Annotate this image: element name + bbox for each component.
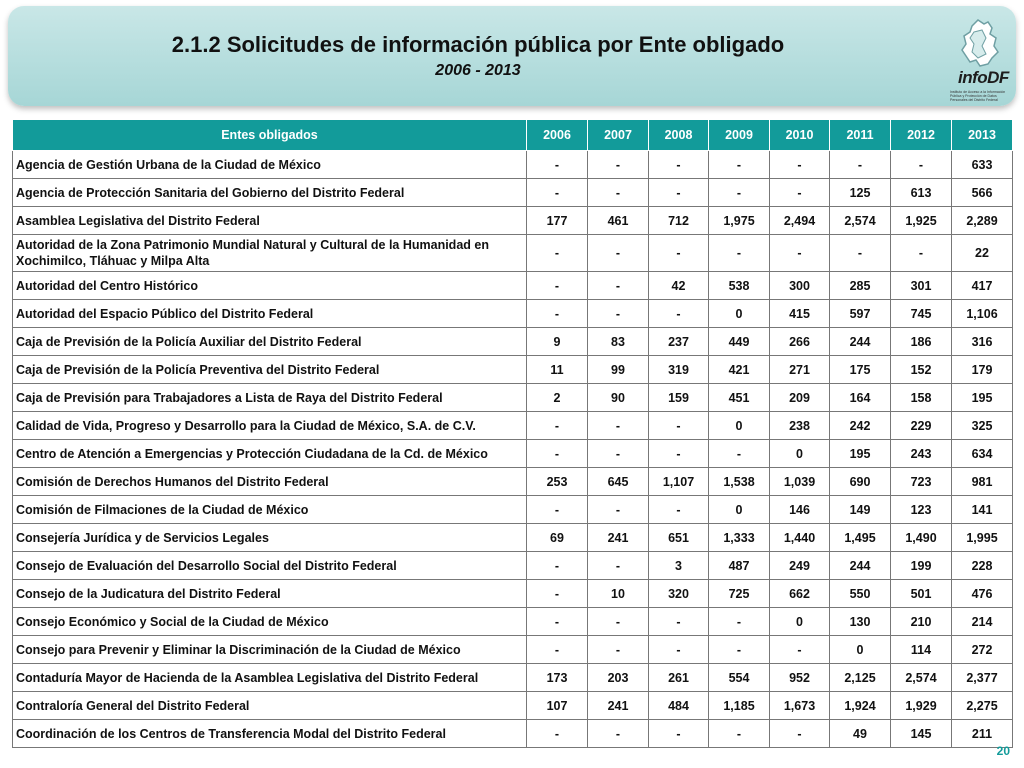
year-value-cell: 319 xyxy=(649,356,709,384)
year-value-cell: 662 xyxy=(770,580,830,608)
year-value-cell: - xyxy=(588,636,649,664)
year-value-cell: 146 xyxy=(770,496,830,524)
year-value-cell: 164 xyxy=(830,384,891,412)
entity-name-cell: Comisión de Derechos Humanos del Distrito Federal xyxy=(13,468,527,496)
year-value-cell: 123 xyxy=(891,496,952,524)
page-number: 20 xyxy=(996,744,1010,758)
table-row xyxy=(13,412,1013,440)
year-value-cell: 301 xyxy=(891,272,952,300)
year-value-cell: 2,275 xyxy=(952,692,1013,720)
year-value-cell: 745 xyxy=(891,300,952,328)
year-value-cell: 99 xyxy=(588,356,649,384)
page-subtitle: 2006 - 2013 xyxy=(435,62,521,79)
year-value-cell: - xyxy=(891,151,952,179)
entity-name-cell: Coordinación de los Centros de Transferencia Modal del Distrito Federal xyxy=(13,720,527,748)
year-value-cell: 2,574 xyxy=(891,664,952,692)
year-value-cell: 484 xyxy=(649,692,709,720)
year-value-cell: 461 xyxy=(588,207,649,235)
year-value-cell: 195 xyxy=(952,384,1013,412)
table-row xyxy=(13,272,1013,300)
year-value-cell: 2,289 xyxy=(952,207,1013,235)
year-value-cell: 114 xyxy=(891,636,952,664)
year-value-cell: - xyxy=(649,235,709,272)
year-value-cell: 0 xyxy=(709,412,770,440)
year-value-cell: 49 xyxy=(830,720,891,748)
table-row xyxy=(13,664,1013,692)
year-value-cell: 538 xyxy=(709,272,770,300)
year-value-cell: 152 xyxy=(891,356,952,384)
year-value-cell: 651 xyxy=(649,524,709,552)
year-value-cell: - xyxy=(649,179,709,207)
table-header-row xyxy=(13,120,1013,151)
year-value-cell: 149 xyxy=(830,496,891,524)
year-value-cell: 320 xyxy=(649,580,709,608)
year-value-cell: 1,538 xyxy=(709,468,770,496)
year-value-cell: 130 xyxy=(830,608,891,636)
column-header: 2013 xyxy=(952,120,1013,151)
year-value-cell: 179 xyxy=(952,356,1013,384)
year-value-cell: 554 xyxy=(709,664,770,692)
year-value-cell: 415 xyxy=(770,300,830,328)
entity-name-cell: Autoridad del Centro Histórico xyxy=(13,272,527,300)
year-value-cell: - xyxy=(709,179,770,207)
logo-subtext: Instituto de Acceso a la Información Pública y Protección de Datos Personales del Distrito Federal xyxy=(950,90,1006,102)
column-header: 2010 xyxy=(770,120,830,151)
year-value-cell: - xyxy=(649,440,709,468)
year-value-cell: - xyxy=(527,300,588,328)
year-value-cell: - xyxy=(527,179,588,207)
year-value-cell: 421 xyxy=(709,356,770,384)
year-value-cell: - xyxy=(649,151,709,179)
year-value-cell: 633 xyxy=(952,151,1013,179)
table-row xyxy=(13,207,1013,235)
year-value-cell: 42 xyxy=(649,272,709,300)
year-value-cell: - xyxy=(649,300,709,328)
entity-name-cell: Asamblea Legislativa del Distrito Federal xyxy=(13,207,527,235)
year-value-cell: 1,495 xyxy=(830,524,891,552)
title-banner xyxy=(8,6,1016,106)
year-value-cell: - xyxy=(649,636,709,664)
column-header: 2007 xyxy=(588,120,649,151)
year-value-cell: 725 xyxy=(709,580,770,608)
year-value-cell: 1,673 xyxy=(770,692,830,720)
year-value-cell: 11 xyxy=(527,356,588,384)
year-value-cell: - xyxy=(588,608,649,636)
year-value-cell: 476 xyxy=(952,580,1013,608)
column-header: 2008 xyxy=(649,120,709,151)
year-value-cell: 22 xyxy=(952,235,1013,272)
entity-name-cell: Caja de Previsión de la Policía Auxiliar del Distrito Federal xyxy=(13,328,527,356)
table-row xyxy=(13,179,1013,207)
year-value-cell: - xyxy=(770,235,830,272)
year-value-cell: - xyxy=(709,608,770,636)
year-value-cell: - xyxy=(527,636,588,664)
year-value-cell: 266 xyxy=(770,328,830,356)
year-value-cell: 1,975 xyxy=(709,207,770,235)
year-value-cell: 241 xyxy=(588,524,649,552)
year-value-cell: - xyxy=(588,151,649,179)
year-value-cell: 141 xyxy=(952,496,1013,524)
entity-name-cell: Autoridad del Espacio Público del Distrito Federal xyxy=(13,300,527,328)
year-value-cell: - xyxy=(527,412,588,440)
year-value-cell: 1,995 xyxy=(952,524,1013,552)
table-row xyxy=(13,496,1013,524)
year-value-cell: 325 xyxy=(952,412,1013,440)
year-value-cell: - xyxy=(891,235,952,272)
entity-name-cell: Comisión de Filmaciones de la Ciudad de México xyxy=(13,496,527,524)
table-row xyxy=(13,524,1013,552)
year-value-cell: 107 xyxy=(527,692,588,720)
year-value-cell: 186 xyxy=(891,328,952,356)
year-value-cell: - xyxy=(527,552,588,580)
entity-name-cell: Consejería Jurídica y de Servicios Legales xyxy=(13,524,527,552)
table-row xyxy=(13,608,1013,636)
year-value-cell: - xyxy=(588,412,649,440)
year-value-cell: 125 xyxy=(830,179,891,207)
map-silhouette-icon xyxy=(948,18,1010,68)
table-row xyxy=(13,720,1013,748)
year-value-cell: 199 xyxy=(891,552,952,580)
year-value-cell: 238 xyxy=(770,412,830,440)
table-row xyxy=(13,580,1013,608)
requests-table xyxy=(12,119,1013,748)
column-header: 2011 xyxy=(830,120,891,151)
year-value-cell: 1,924 xyxy=(830,692,891,720)
column-header: Entes obligados xyxy=(13,120,527,151)
table-row xyxy=(13,151,1013,179)
table-row xyxy=(13,235,1013,272)
year-value-cell: 1,185 xyxy=(709,692,770,720)
table-row xyxy=(13,552,1013,580)
entity-name-cell: Caja de Previsión para Trabajadores a Lista de Raya del Distrito Federal xyxy=(13,384,527,412)
year-value-cell: 597 xyxy=(830,300,891,328)
year-value-cell: - xyxy=(527,608,588,636)
year-value-cell: - xyxy=(588,235,649,272)
year-value-cell: 0 xyxy=(709,300,770,328)
year-value-cell: - xyxy=(588,179,649,207)
table-row xyxy=(13,440,1013,468)
entity-name-cell: Consejo de Evaluación del Desarrollo Social del Distrito Federal xyxy=(13,552,527,580)
year-value-cell: - xyxy=(709,440,770,468)
year-value-cell: 645 xyxy=(588,468,649,496)
year-value-cell: 449 xyxy=(709,328,770,356)
year-value-cell: 253 xyxy=(527,468,588,496)
year-value-cell: - xyxy=(709,151,770,179)
year-value-cell: 1,925 xyxy=(891,207,952,235)
year-value-cell: - xyxy=(588,440,649,468)
year-value-cell: 3 xyxy=(649,552,709,580)
year-value-cell: 1,107 xyxy=(649,468,709,496)
year-value-cell: - xyxy=(770,151,830,179)
year-value-cell: - xyxy=(588,552,649,580)
year-value-cell: 451 xyxy=(709,384,770,412)
year-value-cell: - xyxy=(527,440,588,468)
year-value-cell: 0 xyxy=(709,496,770,524)
year-value-cell: - xyxy=(709,636,770,664)
table-row xyxy=(13,328,1013,356)
table-row xyxy=(13,384,1013,412)
year-value-cell: 0 xyxy=(830,636,891,664)
table-row xyxy=(13,300,1013,328)
table-body xyxy=(13,151,1013,748)
year-value-cell: 1,039 xyxy=(770,468,830,496)
entity-name-cell: Agencia de Protección Sanitaria del Gobierno del Distrito Federal xyxy=(13,179,527,207)
year-value-cell: 271 xyxy=(770,356,830,384)
year-value-cell: 952 xyxy=(770,664,830,692)
year-value-cell: - xyxy=(770,636,830,664)
year-value-cell: 145 xyxy=(891,720,952,748)
entity-name-cell: Consejo de la Judicatura del Distrito Federal xyxy=(13,580,527,608)
year-value-cell: 229 xyxy=(891,412,952,440)
year-value-cell: 203 xyxy=(588,664,649,692)
year-value-cell: 241 xyxy=(588,692,649,720)
year-value-cell: 566 xyxy=(952,179,1013,207)
year-value-cell: 242 xyxy=(830,412,891,440)
entity-name-cell: Consejo para Prevenir y Eliminar la Discriminación de la Ciudad de México xyxy=(13,636,527,664)
year-value-cell: 2,377 xyxy=(952,664,1013,692)
year-value-cell: 316 xyxy=(952,328,1013,356)
year-value-cell: 613 xyxy=(891,179,952,207)
year-value-cell: - xyxy=(649,496,709,524)
year-value-cell: - xyxy=(527,580,588,608)
year-value-cell: - xyxy=(527,496,588,524)
year-value-cell: 175 xyxy=(830,356,891,384)
year-value-cell: 244 xyxy=(830,328,891,356)
year-value-cell: 634 xyxy=(952,440,1013,468)
year-value-cell: - xyxy=(527,272,588,300)
entity-name-cell: Contraloría General del Distrito Federal xyxy=(13,692,527,720)
table-row xyxy=(13,356,1013,384)
year-value-cell: 1,333 xyxy=(709,524,770,552)
page-title: 2.1.2 Solicitudes de información pública por Ente obligado xyxy=(171,32,785,57)
column-header: 2009 xyxy=(709,120,770,151)
year-value-cell: 981 xyxy=(952,468,1013,496)
year-value-cell: 501 xyxy=(891,580,952,608)
year-value-cell: 228 xyxy=(952,552,1013,580)
year-value-cell: 417 xyxy=(952,272,1013,300)
year-value-cell: - xyxy=(588,496,649,524)
year-value-cell: - xyxy=(649,720,709,748)
column-header: 2012 xyxy=(891,120,952,151)
entity-name-cell: Caja de Previsión de la Policía Preventiva del Distrito Federal xyxy=(13,356,527,384)
entity-name-cell: Calidad de Vida, Progreso y Desarrollo para la Ciudad de México, S.A. de C.V. xyxy=(13,412,527,440)
year-value-cell: - xyxy=(770,720,830,748)
year-value-cell: 1,440 xyxy=(770,524,830,552)
year-value-cell: - xyxy=(527,235,588,272)
year-value-cell: - xyxy=(709,720,770,748)
year-value-cell: 2 xyxy=(527,384,588,412)
year-value-cell: 211 xyxy=(952,720,1013,748)
year-value-cell: 550 xyxy=(830,580,891,608)
year-value-cell: 1,490 xyxy=(891,524,952,552)
year-value-cell: 487 xyxy=(709,552,770,580)
entity-name-cell: Agencia de Gestión Urbana de la Ciudad de México xyxy=(13,151,527,179)
year-value-cell: - xyxy=(527,151,588,179)
year-value-cell: 723 xyxy=(891,468,952,496)
table-row xyxy=(13,468,1013,496)
year-value-cell: 195 xyxy=(830,440,891,468)
year-value-cell: - xyxy=(649,608,709,636)
year-value-cell: 0 xyxy=(770,608,830,636)
year-value-cell: 10 xyxy=(588,580,649,608)
logo-text: infoDF xyxy=(958,68,1009,87)
infodf-logo xyxy=(948,18,1010,106)
year-value-cell: 690 xyxy=(830,468,891,496)
year-value-cell: 712 xyxy=(649,207,709,235)
entity-name-cell: Contaduría Mayor de Hacienda de la Asamblea Legislativa del Distrito Federal xyxy=(13,664,527,692)
year-value-cell: - xyxy=(709,235,770,272)
year-value-cell: 1,106 xyxy=(952,300,1013,328)
entity-name-cell: Autoridad de la Zona Patrimonio Mundial Natural y Cultural de la Humanidad en Xochimilco, Tláhuac y Milpa Alta xyxy=(13,235,527,272)
year-value-cell: 173 xyxy=(527,664,588,692)
year-value-cell: 158 xyxy=(891,384,952,412)
year-value-cell: - xyxy=(588,272,649,300)
year-value-cell: - xyxy=(770,179,830,207)
year-value-cell: 249 xyxy=(770,552,830,580)
year-value-cell: 0 xyxy=(770,440,830,468)
year-value-cell: 69 xyxy=(527,524,588,552)
year-value-cell: - xyxy=(527,720,588,748)
year-value-cell: 2,125 xyxy=(830,664,891,692)
year-value-cell: 214 xyxy=(952,608,1013,636)
year-value-cell: 2,574 xyxy=(830,207,891,235)
year-value-cell: 285 xyxy=(830,272,891,300)
entity-name-cell: Centro de Atención a Emergencias y Protección Ciudadana de la Cd. de México xyxy=(13,440,527,468)
year-value-cell: - xyxy=(588,300,649,328)
year-value-cell: 272 xyxy=(952,636,1013,664)
year-value-cell: 83 xyxy=(588,328,649,356)
year-value-cell: 300 xyxy=(770,272,830,300)
year-value-cell: 209 xyxy=(770,384,830,412)
year-value-cell: - xyxy=(830,235,891,272)
year-value-cell: 177 xyxy=(527,207,588,235)
year-value-cell: 243 xyxy=(891,440,952,468)
year-value-cell: 1,929 xyxy=(891,692,952,720)
year-value-cell: 261 xyxy=(649,664,709,692)
year-value-cell: 9 xyxy=(527,328,588,356)
year-value-cell: 90 xyxy=(588,384,649,412)
year-value-cell: 244 xyxy=(830,552,891,580)
year-value-cell: 2,494 xyxy=(770,207,830,235)
year-value-cell: - xyxy=(588,720,649,748)
year-value-cell: - xyxy=(649,412,709,440)
table-row xyxy=(13,636,1013,664)
year-value-cell: 237 xyxy=(649,328,709,356)
year-value-cell: 159 xyxy=(649,384,709,412)
year-value-cell: - xyxy=(830,151,891,179)
table-row xyxy=(13,692,1013,720)
entity-name-cell: Consejo Económico y Social de la Ciudad de México xyxy=(13,608,527,636)
year-value-cell: 210 xyxy=(891,608,952,636)
column-header: 2006 xyxy=(527,120,588,151)
